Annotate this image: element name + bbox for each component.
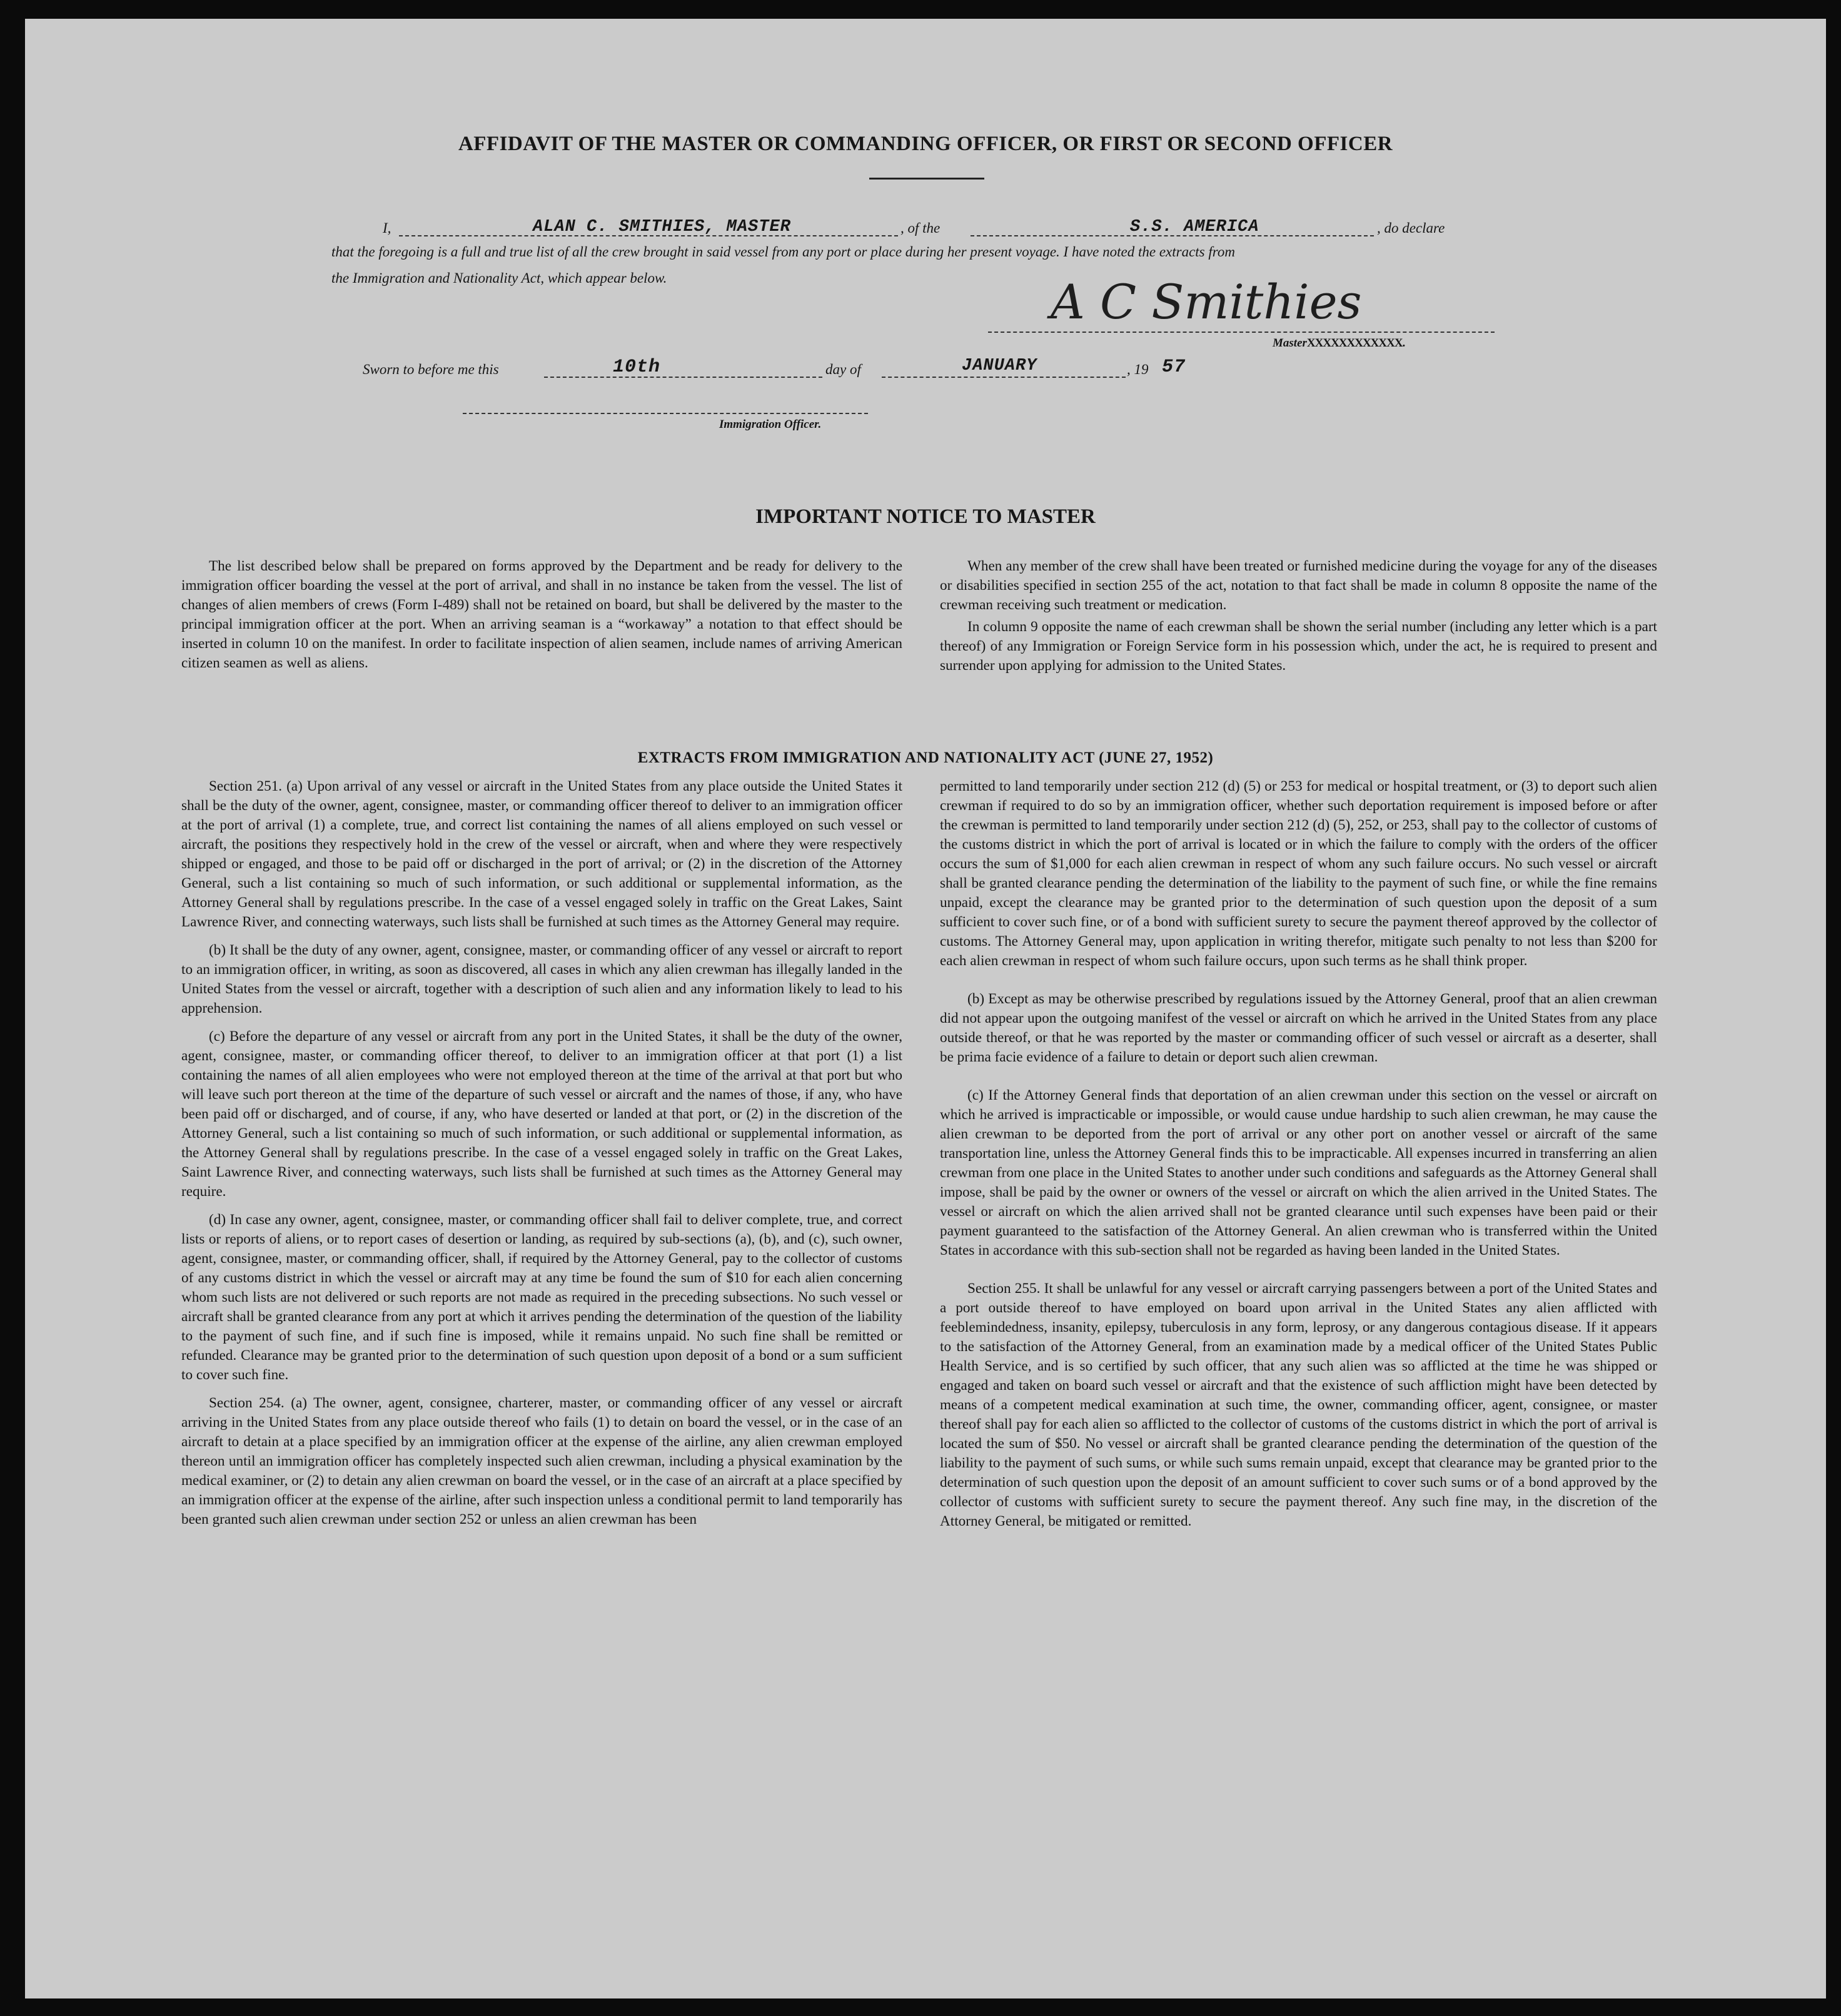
section-254-b: (b) Except as may be otherwise prescribed by regulations issued by the Attorney General, proof that an alien crewman did not appear upon the outgoing manifest of the vessel or aircraft on which he arrived in the United States from any place outside thereof, or that he was reported by the master or commanding officer of such vessel or aircraft as a deserter, shall be prima facie evidence of a failure to detain or deport such alien crewman. [940, 991, 1657, 1065]
signature-caption-master: Master [1273, 337, 1307, 350]
section-251-b: (b) It shall be the duty of any owner, agent, consignee, master, or commanding officer of any vessel or aircraft to report to an immigration officer, in writing, as soon as discovered, all cases in which any alien crewman has illegally landed in the United States from the vessel or aircraft, together with a description of such alien and any information likely to lead to his apprehension. [181, 942, 902, 1016]
extracts-title: EXTRACTS FROM IMMIGRATION AND NATIONALITY ACT (JUNE 27, 1952) [637, 749, 1214, 766]
sworn-month: JANUARY [962, 357, 1037, 375]
declaration-line-2: that the foregoing is a full and true list of all the crew brought in said vessel from any port or place during her present voyage. I have noted the extracts from [331, 244, 1235, 260]
master-signature: A C Smithies [1051, 274, 1362, 330]
sworn-line [363, 357, 1194, 382]
signature-caption-struck: XXXXXXXXXXXX. [1306, 337, 1405, 350]
day-of-label: day of [825, 362, 861, 377]
notice-right-paragraph-1: When any member of the crew shall have been treated or furnished medicine during the voyage for any of the diseases or disabilities specified in section 255 of the act, notation to that fact shall be made in column 8 opposite the name of the crewman receiving such treatment or medication. [940, 558, 1657, 613]
of-the-label: , of the [900, 220, 941, 236]
document-page [25, 19, 1826, 1998]
notice-title: IMPORTANT NOTICE TO MASTER [755, 505, 1096, 528]
title-underline [869, 178, 984, 180]
declaration-line-3: the Immigration and Nationality Act, which appear below. [331, 270, 667, 286]
year-prefix: , 19 [1127, 362, 1149, 377]
section-254-a: Section 254. (a) The owner, agent, consignee, charterer, master, or commanding officer of any vessel or aircraft arriving in the United States from any place outside thereof who fails (1) to detain on board the vessel, or in the case of an aircraft to detain at a place specified by an immigration officer at the expense of the airline, any alien crewman employed thereon until an immigration officer has completely inspected such alien crewman, including a physical examination by the medical examiner, or (2) to detain any alien crewman on board the vessel, or in the case of an aircraft at a place specified by an immigration officer at the expense of the airline, after such inspection unless a conditional permit to land temporarily has been granted such alien crewman under section 252 or unless an alien crewman has been [181, 1395, 902, 1527]
notice-right-paragraph-2: In column 9 opposite the name of each crewman shall be shown the serial number (including any letter which is a part thereof) of any Immigration or Foreign Service form in his possession which, under the act, he is required to present and surrender upon applying for admission to the United States. [940, 619, 1657, 674]
section-251-a: Section 251. (a) Upon arrival of any vessel or aircraft in the United States from any place outside the United States it shall be the duty of the owner, agent, consignee, master, or commanding officer thereof to deliver to an immigration officer at the port of arrival (1) a complete, true, and correct list containing the names of all aliens employed on such vessel or aircraft, the positions they respectively hold in the crew of the vessel or aircraft, when and where they were respectively shipped or engaged, and those to be paid off or discharged in the port of arrival; or (2) in the discretion of the Attorney General, such a list containing so much of such information, or such additional or supplemental information, as the Attorney General shall by regulations prescribe. In the case of a vessel engaged solely in traffic on the Great Lakes, Saint Lawrence River, and connecting waterways, such lists shall be furnished at such times as the Attorney General may require. [181, 778, 902, 930]
signature-caption [1273, 337, 1405, 350]
immigration-officer-caption: Immigration Officer. [719, 418, 822, 431]
sworn-day: 10th [613, 357, 661, 378]
year-suffix: 57 [1162, 357, 1186, 378]
section-254-a-continued: permitted to land temporarily under section 212 (d) (5) or 253 for medical or hospital treatment, or (3) to deport such alien crewman if required to do so by an immigration officer, whether such deportation requirement is imposed before or after the crewman is permitted to land temporarily under section 212 (d) (5), 252, or 253, shall pay to the collector of customs of the customs district in which the port of arrival is located or in which the failure to comply with the orders of the officer occurs the sum of $1,000 for each alien crewman in respect of whom any such failure occurs. No such vessel or aircraft shall be granted clearance pending the determination of the liability to the payment of such fine, or while the fine remains unpaid, except the clearance may be granted prior to the determination of such question upon the deposit of a sum sufficient to cover such fine, or of a bond with sufficient surety to secure the payment thereof approved by the collector of customs. The Attorney General may, upon application in writing therefor, mitigate such penalty to not less than $200 for each alien crewman in respect of whom such failure occurs, upon such terms as he shall think proper. [940, 778, 1657, 969]
section-254-c: (c) If the Attorney General finds that deportation of an alien crewman under this section on the vessel or aircraft on which he arrived is impracticable or impossible, or would cause undue hardship to such alien crewman, he may cause the alien crewman to be deported from the port of arrival or any other port on another vessel or aircraft of the same transportation line, unless the Attorney General finds this to be impracticable. All expenses incurred in transferring an alien crewman from one place in the United States to another under such conditions and safeguards as the Attorney General shall impose, shall be paid by the owner or owners of the vessel or aircraft on which the alien arrived in the United States. The vessel or aircraft on which the alien arrived shall not be granted clearance until such expenses have been paid or their payment guaranteed to the satisfaction of the Attorney General. An alien crewman who is transferred within the United States in accordance with this sub-section shall not be regarded as having been landed in the United States. [940, 1087, 1657, 1259]
declaration-line-1 [383, 218, 1521, 240]
declarant-name: ALAN C. SMITHIES, MASTER [533, 218, 791, 236]
declare-prefix: I, [383, 220, 391, 236]
extracts-left-column [181, 777, 902, 1538]
section-255: Section 255. It shall be unlawful for any vessel or aircraft carrying passengers between a port of the United States and a port outside thereof to have employed on board upon arrival in the United States any alien afflicted with feeblemindedness, insanity, epilepsy, tuberculosis in any form, leprosy, or any dangerous contagious disease. If it appears to the satisfaction of the Attorney General, from an examination made by a medical officer of the United States Public Health Service, and is so certified by such officer, that any such alien was so afflicted at the time he was shipped or engaged and taken on board such vessel or aircraft and that the existence of such affliction might have been detected by means of a competent medical examination at such time, the owner, commanding officer, agent, consignee, or master thereof shall pay for each alien so afflicted to the collector of customs of the customs district in which the port of arrival is located the sum of $50. No vessel or aircraft shall be granted clearance pending the determination of the question of the liability to the payment of such sums, or while such sums remain unpaid, except that clearance may be granted prior to the determination of such question upon the deposit of an amount sufficient to cover such sums or of a bond approved by the collector of customs with sufficient surety to secure the payment thereof. Any such fine may, in the discretion of the Attorney General, be mitigated or remitted. [940, 1280, 1657, 1529]
vessel-name: S.S. AMERICA [1130, 218, 1259, 236]
affidavit-title: AFFIDAVIT OF THE MASTER OR COMMANDING OFFICER, OR FIRST OR SECOND OFFICER [458, 133, 1393, 155]
extracts-right-column [940, 777, 1657, 1540]
sworn-prefix: Sworn to before me this [363, 362, 499, 377]
notice-left-paragraph: The list described below shall be prepared on forms approved by the Department and be ready for delivery to the immigration officer boarding the vessel at the port of arrival, and shall in no instance be taken from the vessel. The list of changes of alien members of crews (Form I-489) shall not be retained on board, but shall be delivered by the master to the principal immigration officer at the port. When an arriving seaman is a “workaway” a notation to that effect should be inserted in column 10 on the manifest. In order to facilitate inspection of alien seamen, include names of arriving American citizen seamen as well as aliens. [181, 558, 902, 671]
notice-right-column [940, 557, 1657, 684]
section-251-d: (d) In case any owner, agent, consignee, master, or commanding officer shall fail to deliver complete, true, and correct lists or reports of aliens, or to report cases of desertion or landing, as required by sub-sections (a), (b), and (c), such owner, agent, consignee, master, or commanding officer, shall, if required by the Attorney General, pay to the collector of customs of any customs district in which the vessel or aircraft may at any time be found the sum of $10 for each alien concerning whom such lists are not delivered or such reports are not made as required in the preceding subsections. No such vessel or aircraft shall be granted clearance from any port at which it arrives pending the determination of the question of the liability to the payment of such fine, and if such fine is imposed, while it remains unpaid. No such fine shall be remitted or refunded. Clearance may be granted prior to the determination of such question upon deposit of a bond or a sum sufficient to cover such fine. [181, 1212, 902, 1383]
section-251-c: (c) Before the departure of any vessel or aircraft from any port in the United States, it shall be the duty of the owner, agent, consignee, master, or commanding officer thereof, to deliver to an immigration officer at that port (1) a list containing the names of all alien employees who were not employed thereon at the time of the arrival at that port but who will leave such port thereon at the time of the departure of such vessel or aircraft and the names of those, if any, who have been paid off or discharged, and of course, if any, who have deserted or landed at that port, or (2) in the discretion of the Attorney General, such a list containing so much of such information, or such additional or supplemental information, as the Attorney General shall by regulations prescribe. In the case of a vessel engaged solely in traffic on the Great Lakes, Saint Lawrence River, and connecting waterways, such lists shall be furnished at such times as the Attorney General may require. [181, 1028, 902, 1200]
do-declare-label: , do declare [1377, 220, 1445, 236]
notice-left-column [181, 557, 902, 682]
